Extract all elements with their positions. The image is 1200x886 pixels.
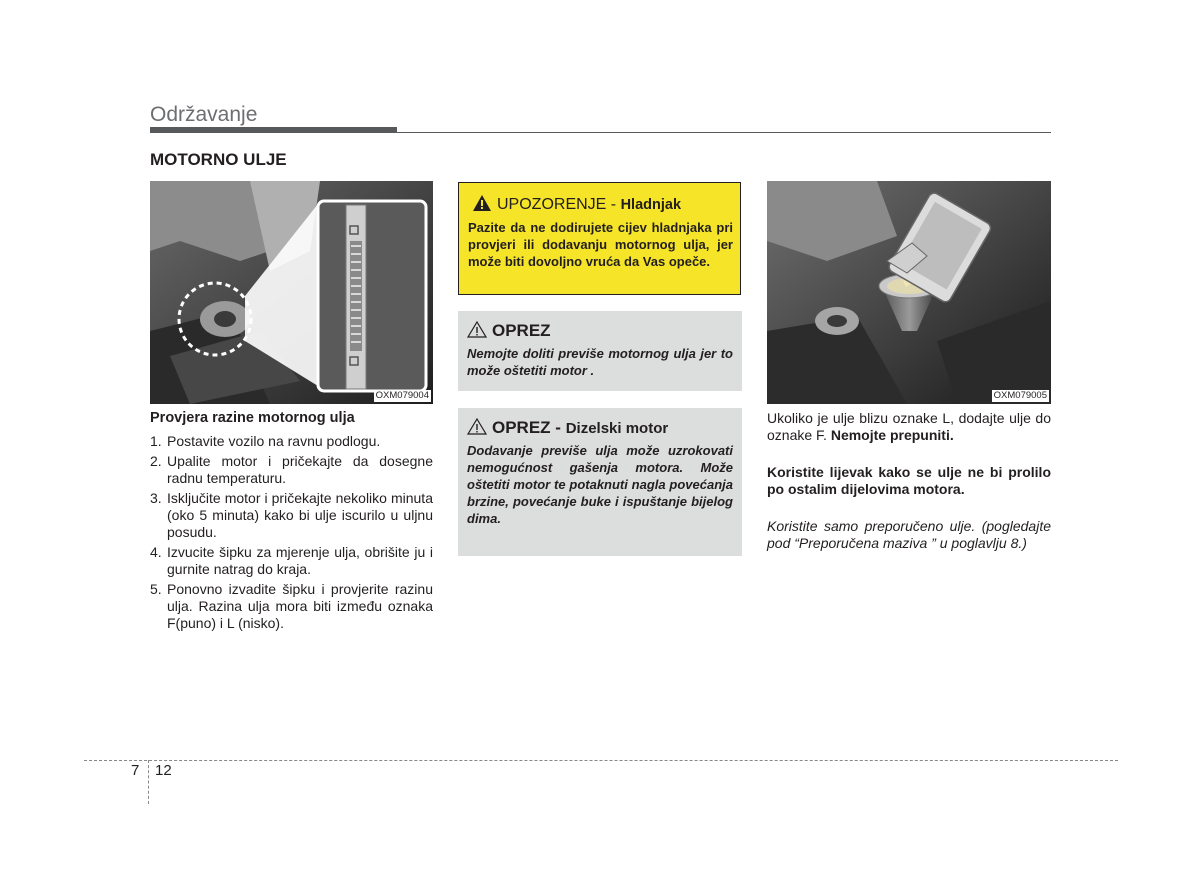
footer-divider xyxy=(148,760,149,804)
topup-paragraph xyxy=(767,410,1051,444)
procedure-heading: Provjera razine motornog ulja xyxy=(150,410,355,426)
caution-label: OPREZ xyxy=(492,321,551,340)
footer-rule xyxy=(84,760,1118,761)
dipstick-photo xyxy=(150,181,433,404)
warning-topic: Hladnjak xyxy=(620,197,682,213)
figure-code: OXM079005 xyxy=(993,390,1047,401)
recommended-oil-note: Koristite samo preporučeno ulje. (pogledajte pod “Preporučena maziva ” u poglavlju 8.) xyxy=(767,518,1051,551)
warning-box xyxy=(458,182,741,295)
warning-label: UPOZORENJE - xyxy=(497,196,617,213)
oil-funnel-illustration xyxy=(767,181,1051,404)
caution-diesel-heading xyxy=(467,418,668,438)
engine-dipstick-illustration xyxy=(150,181,433,404)
header-rule-thick xyxy=(150,127,397,133)
figure-code: OXM079004 xyxy=(375,390,429,401)
topup-text: Ukoliko je ulje blizu oznake L, dodajte ulje do oznake F. xyxy=(767,410,1051,443)
oil-fill-photo xyxy=(767,181,1051,404)
chapter-number: 7 xyxy=(131,762,140,779)
no-overfill-note: Nemojte prepuniti. xyxy=(830,427,954,443)
procedure-step: 4. Izvucite šipku za mjerenje ulja, obrišite ju i gurnite natrag do kraja. xyxy=(150,544,433,577)
caution-heading xyxy=(467,321,551,341)
procedure-steps xyxy=(150,433,433,635)
procedure-step: 3. Isključite motor i pričekajte nekoliko minuta (oko 5 minuta) kako bi ulje iscurilo u uljnu posudu. xyxy=(150,490,433,540)
caution-diesel-label: OPREZ - xyxy=(492,418,561,437)
warning-text: Pazite da ne dodirujete cijev hladnjaka pri provjeri ili dodavanju motornog ulja, jer može biti dovoljno vruća da Vas opeče. xyxy=(468,220,733,269)
procedure-step: 5. Ponovno izvadite šipku i provjerite razinu ulja. Razina ulja mora biti između oznaka F(puno) i L (nisko). xyxy=(150,581,433,631)
caution-triangle-icon xyxy=(467,418,487,435)
procedure-step: 2. Upalite motor i pričekajte da dosegne radnu temperaturu. xyxy=(150,453,433,486)
caution-text: Nemojte doliti previše motornog ulja jer to može oštetiti motor . xyxy=(467,346,733,378)
procedure-step: 1. Postavite vozilo na ravnu podlogu. xyxy=(150,433,381,449)
caution-diesel-box xyxy=(458,408,742,556)
page-title: MOTORNO ULJE xyxy=(150,150,287,169)
page-number: 12 xyxy=(155,762,172,779)
caution-diesel-topic: Dizelski motor xyxy=(565,420,669,437)
header-rule-thin xyxy=(397,132,1051,133)
caution-box xyxy=(458,311,742,391)
warning-heading xyxy=(473,195,681,214)
funnel-note: Koristite lijevak kako se ulje ne bi prolilo po ostalim dijelovima motora. xyxy=(767,464,1051,497)
section-title: Održavanje xyxy=(150,103,258,126)
caution-triangle-icon xyxy=(467,321,487,338)
caution-diesel-text: Dodavanje previše ulja može uzrokovati nemogućnost gašenja motora. Može oštetiti motor te potaknuti nagla povećanja brzine, povećanje buke i ispuštanje bijelog dima. xyxy=(467,443,733,526)
warning-triangle-icon xyxy=(473,195,491,211)
